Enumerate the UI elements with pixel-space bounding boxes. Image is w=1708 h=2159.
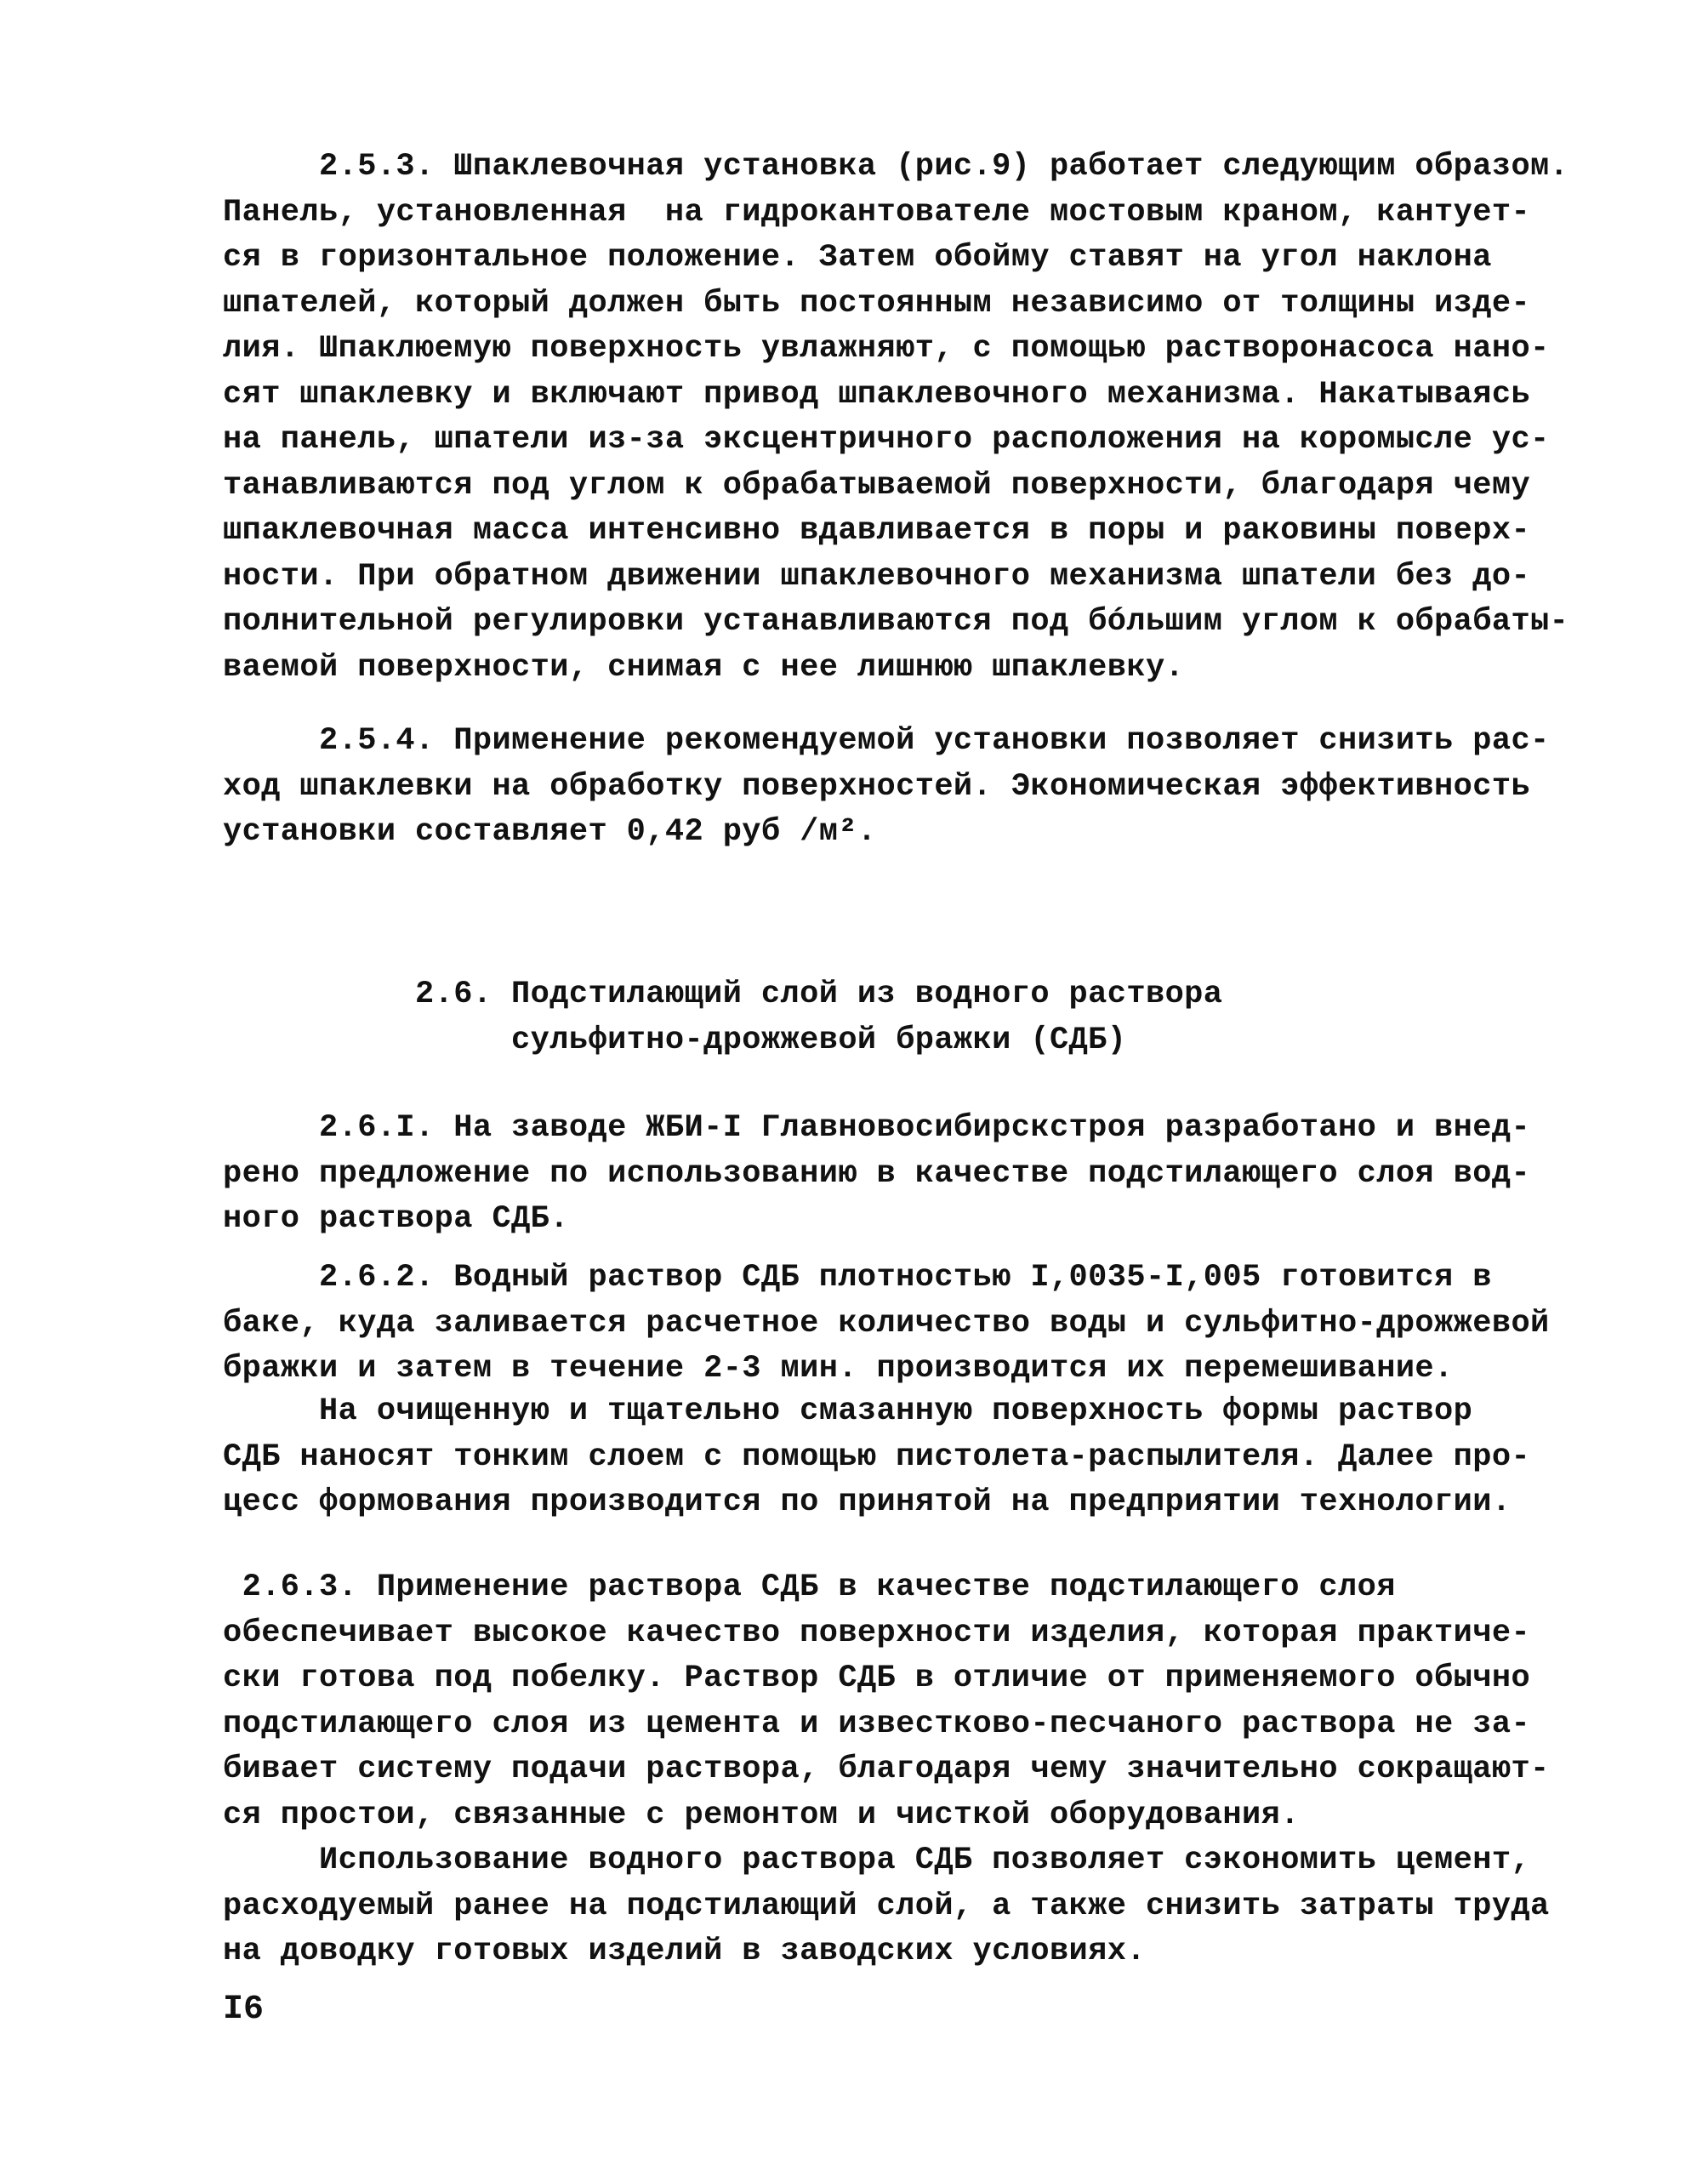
text-line: ски готова под побелку. Раствор СДБ в отличие от применяемого обычно [223,1661,1531,1696]
text-line: 2.6.3. Применение раствора СДБ в качестве подстилающего слоя [223,1569,1396,1605]
text-line: шпаклевочная масса интенсивно вдавливается в поры и раковины поверх- [223,513,1531,549]
text-line: 2.5.3. Шпаклевочная установка (рис.9) работает следующим образом. [223,149,1569,185]
text-line: ности. При обратном движении шпаклевочного механизма шпатели без до- [223,558,1531,595]
text-line: баке, куда заливается расчетное количество воды и сульфитно-дрожжевой [223,1305,1550,1342]
text-line: 2.6.I. На заводе ЖБИ-I Главновосибирскстроя разработано и внед- [223,1110,1531,1146]
text-line: ход шпаклевки на обработку поверхностей. Экономическая эффективность [223,768,1531,805]
para-2-5-3 [223,145,1569,691]
text-line: Панель, установленная на гидрокантователе мостовым краном, кантует- [223,194,1531,231]
para-2-6-2 [223,1256,1550,1393]
text-line: на панель, шпатели из-за эксцентричного расположения на коромысле ус- [223,422,1550,458]
para-2-5-4 [223,719,1550,856]
para-2-6-3b [223,1838,1550,1975]
text-line: ного раствора СДБ. [223,1201,569,1237]
text-line: ся в горизонтальное положение. Затем обойму ставят на угол наклона [223,240,1492,276]
text-line: цесс формования производится по принятой на предприятии технологии. [223,1484,1512,1520]
text-line: подстилающего слоя из цемента и известково-песчаного раствора не за- [223,1706,1531,1742]
text-line: расходуемый ранее на подстилающий слой, а также снизить затраты труда [223,1888,1550,1924]
text-line: 2.5.4. Применение рекомендуемой установки позволяет снизить рас- [223,723,1550,759]
heading-2-6 [223,972,1222,1063]
text-line: СДБ наносят тонким слоем с помощью пистолета-распылителя. Далее про- [223,1438,1531,1475]
text-line: танавливаются под углом к обрабатываемой поверхности, благодаря чему [223,467,1531,504]
text-line: 2.6. Подстилающий слой из водного раствора [223,977,1223,1012]
text-line: 2.6.2. Водный раствор СДБ плотностью I,0035-I,005 готовится в [223,1260,1492,1296]
text-line: ся простои, связанные с ремонтом и чисткой оборудования. [223,1797,1300,1833]
text-line: шпателей, который должен быть постоянным независимо от толщины изде- [223,285,1531,322]
text-line: бивает систему подачи раствора, благодаря чему значительно сокращают- [223,1752,1550,1787]
page-number: I6 [223,1991,265,2029]
text-line: сят шпаклевку и включают привод шпаклевочного механизма. Накатываясь [223,376,1531,413]
text-line: Использование водного раствора СДБ позволяет сэкономить цемент, [223,1843,1531,1878]
text-line: На очищенную и тщательно смазанную поверхность формы раствор [223,1393,1473,1429]
text-line: на доводку готовых изделий в заводских условиях. [223,1934,1146,1969]
text-line: бражки и затем в течение 2-3 мин. производится их перемешивание. [223,1351,1454,1387]
text-line: полнительной регулировки устанавливаются под бóльшим углом к обрабаты- [223,604,1569,640]
text-line: обеспечивает высокое качество поверхности изделия, которая практиче- [223,1615,1531,1651]
text-line: установки составляет 0,42 руб /м². [223,814,877,850]
text-line: рено предложение по использованию в качестве подстилающего слоя вод- [223,1155,1531,1192]
text-line: сульфитно-дрожжевой бражки (СДБ) [223,1022,1127,1058]
para-2-6-3 [223,1565,1550,1838]
para-2-6-1 [223,1106,1530,1243]
text-line: лия. Шпаклюемую поверхность увлажняют, с помощью растворонасоса нано- [223,331,1550,367]
para-2-6-2b [223,1389,1530,1526]
text-line: ваемой поверхности, снимая с нее лишнюю шпаклевку. [223,649,1185,686]
